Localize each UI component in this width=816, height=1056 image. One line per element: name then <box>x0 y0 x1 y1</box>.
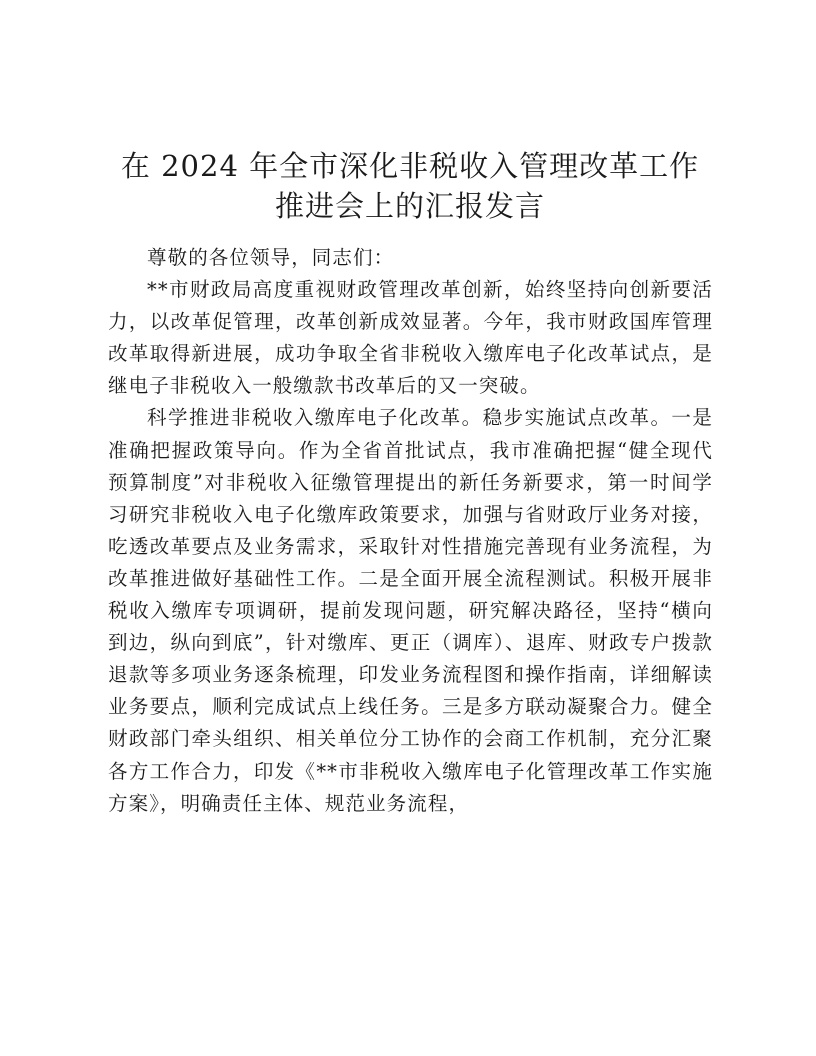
document-title: 在 2024 年全市深化非税收入管理改革工作推进会上的汇报发言 <box>120 149 700 223</box>
salutation: 尊敬的各位领导，同志们： <box>147 246 395 269</box>
document-body <box>108 242 713 820</box>
paragraph-intro: **市财政局高度重视财政管理改革创新，始终坚持向创新要活力，以改革促管理，改革创新成效显著。今年，我市财政国库管理改革取得新进展，成功争取全省非税收入缴库电子化改革试点，是继电子非税收入一般缴款书改革后的又一突破。 <box>108 278 713 398</box>
paragraph-reform: 科学推进非税收入缴库电子化改革。稳步实施试点改革。一是准确把握政策导向。作为全省首批试点，我市准确把握“健全现代预算制度”对非税收入征缴管理提出的新任务新要求，第一时间学习研究非税收入电子化缴库政策要求，加强与省财政厅业务对接，吃透改革要点及业务需求，采取针对性措施完善现有业务流程，为改革推进做好基础性工作。二是全面开展全流程测试。积极开展非税收入缴库专项调研，提前发现问题，研究解决路径，坚持“横向到边，纵向到底”，针对缴库、更正（调库）、退库、财政专户拨款退款等多项业务逐条梳理，印发业务流程图和操作指南，详细解读业务要点，顺利完成试点上线任务。三是多方联动凝聚合力。健全财政部门牵头组织、相关单位分工协作的会商工作机制，充分汇聚各方工作合力，印发《**市非税收入缴库电子化管理改革工作实施方案》，明确责任主体、规范业务流程， <box>108 406 713 815</box>
